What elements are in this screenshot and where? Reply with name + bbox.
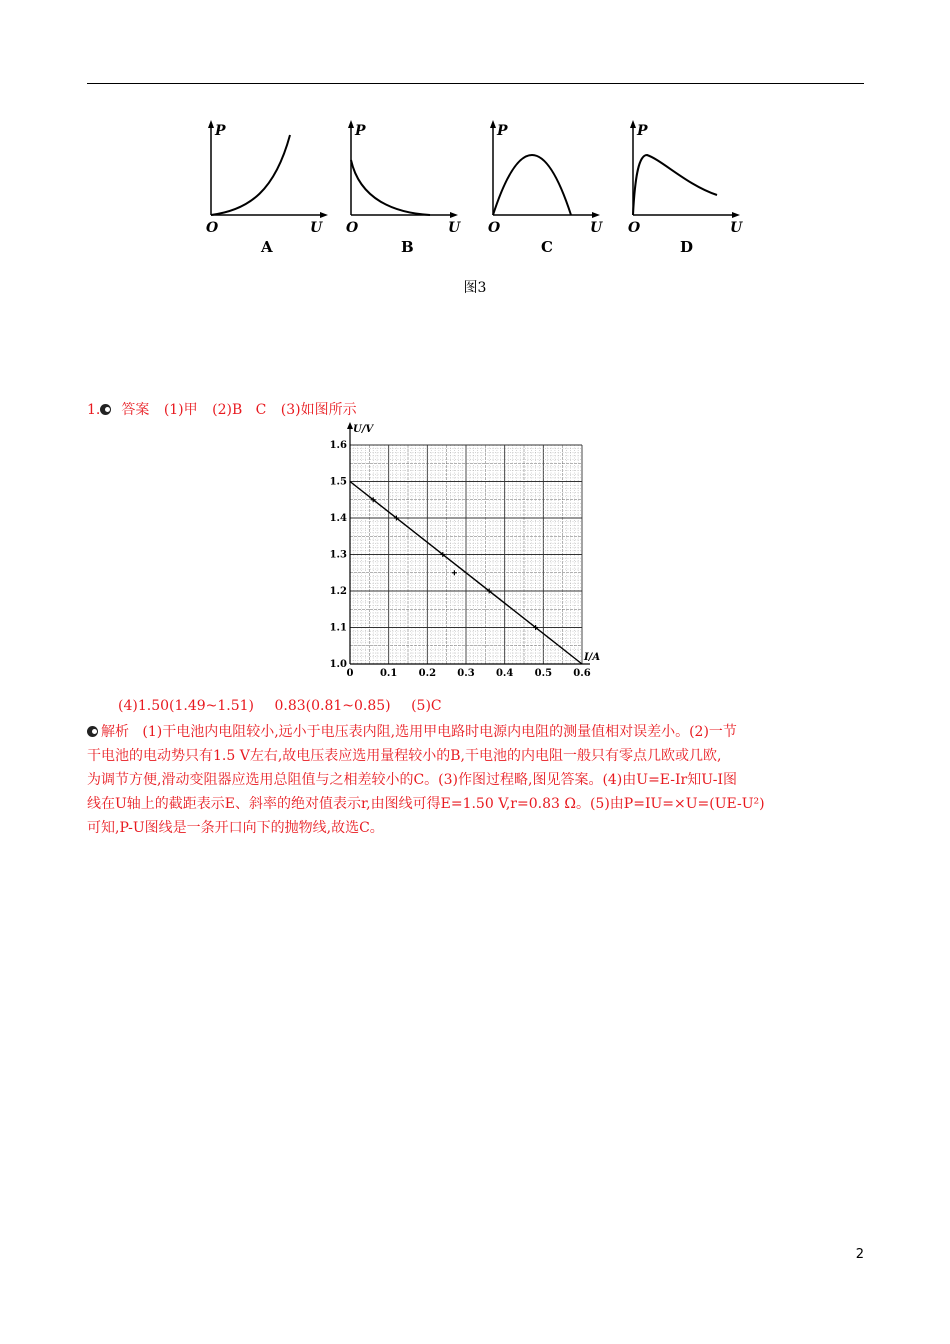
analysis-line-3: 为调节方便,滑动变阻器应选用总阻值与之相差较小的C。(3)作图过程略,图见答案。(4)由U=E-Ir知U-I图: [87, 772, 738, 788]
analysis-block: [87, 720, 867, 840]
panel-a-p-label: P: [215, 123, 226, 139]
answer-label: 答案: [121, 402, 150, 418]
y-tick-label: 1.5: [329, 476, 347, 488]
x-tick-label: 0.6: [573, 668, 591, 679]
question-number: 1.: [87, 402, 101, 418]
panel-c-p-label: P: [497, 123, 508, 139]
panel-d-p-label: P: [637, 123, 648, 139]
answer-marker-icon: [100, 404, 111, 415]
figure-caption: 图3: [463, 280, 487, 296]
panel-b-label: B: [401, 238, 414, 256]
panel-a-curve: [211, 135, 290, 215]
x-axis-label: I/A: [584, 652, 601, 663]
x-tick-label: 0.1: [379, 668, 398, 679]
analysis-label: 解析: [101, 724, 129, 740]
panel-a-label: A: [261, 238, 273, 256]
panel-b-p-label: P: [355, 123, 366, 139]
panel-c: [488, 120, 603, 256]
figure3-pu-graphs: [195, 115, 755, 265]
data-point: [452, 570, 457, 575]
panel-a-u-arrow: [320, 212, 328, 218]
y-tick-label: 1.6: [329, 440, 347, 451]
panel-c-o-label: O: [488, 220, 501, 236]
answer-part5: (5)C: [411, 698, 442, 714]
y-tick-label: 1.2: [329, 586, 347, 597]
answer-part1: (1)甲: [163, 402, 198, 418]
panel-d-o-label: O: [628, 220, 641, 236]
panel-d: [628, 120, 743, 256]
panel-a-u-label: U: [310, 220, 323, 236]
x-tick-label: 0.2: [418, 668, 437, 679]
u-i-graph: [325, 418, 601, 680]
answer-part2: (2)B C: [212, 402, 267, 418]
x-tick-label: 0.4: [495, 668, 514, 679]
analysis-line-4: 线在U轴上的截距表示E、斜率的绝对值表示r,由图线可得E=1.50 V,r=0.83 Ω。(5)由P=IU=×U=(UE-U²): [87, 796, 765, 812]
panel-a: [206, 120, 328, 256]
y-axis-label: U/V: [353, 424, 374, 435]
answer-part3: (3)如图所示: [280, 402, 357, 418]
panel-b-u-label: U: [448, 220, 461, 236]
analysis-marker-icon: [87, 726, 98, 737]
x-tick-label: 0.5: [534, 668, 553, 679]
top-rule: [87, 83, 864, 84]
panel-a-p-arrow: [208, 120, 214, 128]
panel-b-curve: [351, 160, 430, 215]
panel-c-curve: [493, 155, 571, 215]
panel-a-o-label: O: [206, 220, 219, 236]
panel-b: [346, 120, 461, 256]
page-number: 2: [855, 1247, 864, 1262]
panel-d-curve: [633, 155, 717, 215]
analysis-line-5: 可知,P-U图线是一条开口向下的抛物线,故选C。: [87, 820, 384, 836]
y-tick-label: 1.3: [329, 549, 347, 561]
panel-b-o-label: O: [346, 220, 359, 236]
y-tick-label: 1.1: [329, 622, 347, 634]
answer-part4: (4)1.50(1.49~1.51): [118, 698, 255, 714]
x-tick-label: 0: [346, 668, 354, 679]
answer-line: [87, 399, 367, 419]
y-tick-label: 1.4: [329, 513, 347, 524]
answer-part4b: 0.83(0.81~0.85): [274, 698, 391, 714]
x-tick-label: 0.3: [457, 668, 475, 679]
panel-d-u-label: U: [730, 220, 743, 236]
panel-c-label: C: [541, 238, 553, 256]
y-tick-label: 1.0: [329, 659, 347, 670]
panel-d-label: D: [680, 238, 694, 256]
analysis-line-2: 干电池的电动势只有1.5 V左右,故电压表应选用量程较小的B,干电池的内电阻一般只有零点几欧或几欧,: [87, 748, 722, 764]
analysis-line-1: 解析 (1)干电池内电阻较小,远小于电压表内阻,选用甲电路时电源内电阻的测量值相对误差小。(2)一节: [87, 720, 867, 744]
panel-c-u-label: U: [590, 220, 603, 236]
answer-line-2: [118, 698, 458, 714]
